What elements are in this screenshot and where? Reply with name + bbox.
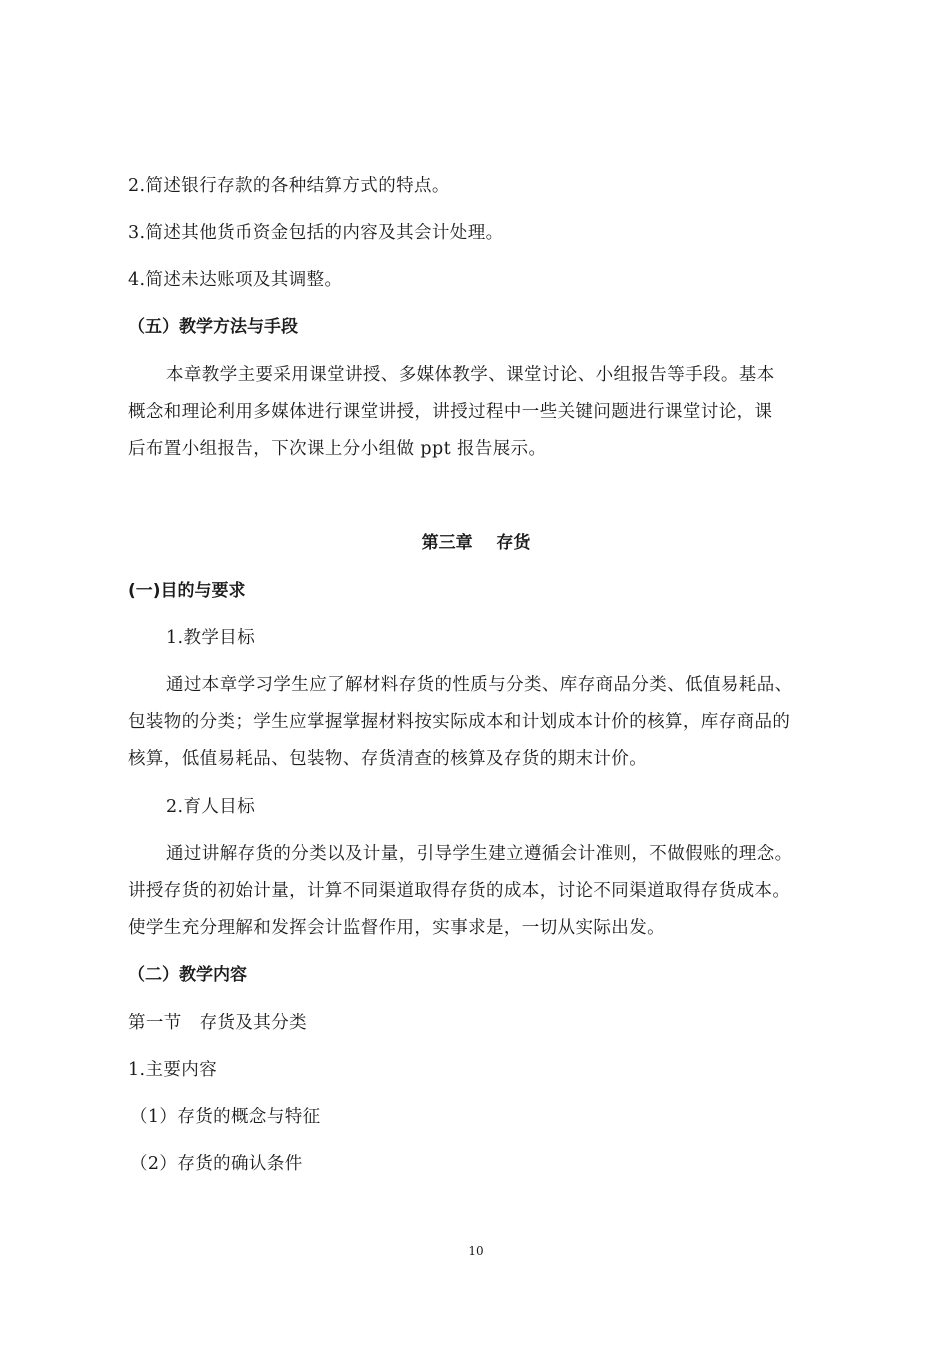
teaching-goal-line-3: 核算，低值易耗品、包装物、存货清查的核算及存货的期末计价。: [128, 749, 648, 769]
section-heading-goals: (一)目的与要求: [128, 581, 246, 601]
page-number: 10: [468, 1244, 484, 1258]
methods-paragraph-line-1: 本章教学主要采用课堂讲授、多媒体教学、课堂讨论、小组报告等手段。基本: [166, 365, 775, 385]
review-question-2: 2.简述银行存款的各种结算方式的特点。: [128, 176, 450, 196]
content-item-2: （2）存货的确认条件: [130, 1154, 303, 1174]
methods-paragraph-line-2: 概念和理论利用多媒体进行课堂讲授，讲授过程中一些关键问题进行课堂讨论，课: [128, 402, 773, 422]
education-goal-line-2: 讲授存货的初始计量，计算不同渠道取得存货的成本，讨论不同渠道取得存货成本。: [128, 881, 791, 901]
education-goal-label: 2.育人目标: [166, 797, 256, 817]
section-heading-methods: （五）教学方法与手段: [128, 317, 298, 337]
teaching-goal-label: 1.教学目标: [166, 628, 256, 648]
education-goal-line-3: 使学生充分理解和发挥会计监督作用，实事求是，一切从实际出发。: [128, 918, 665, 938]
education-goal-line-1: 通过讲解存货的分类以及计量，引导学生建立遵循会计准则，不做假账的理念。: [166, 844, 793, 864]
teaching-goal-line-1: 通过本章学习学生应了解材料存货的性质与分类、库存商品分类、低值易耗品、: [166, 675, 793, 695]
teaching-goal-line-2: 包装物的分类；学生应掌握掌握材料按实际成本和计划成本计价的核算，库存商品的: [128, 712, 791, 732]
review-question-4: 4.简述未达账项及其调整。: [128, 270, 343, 290]
section-heading-content: （二）教学内容: [128, 965, 247, 985]
content-item-1: （1）存货的概念与特征: [130, 1107, 321, 1127]
review-question-3: 3.简述其他货币资金包括的内容及其会计处理。: [128, 223, 504, 243]
subsection-title: 第一节 存货及其分类: [128, 1013, 307, 1033]
main-content-label: 1.主要内容: [128, 1060, 218, 1080]
chapter-title: 第三章 存货: [421, 533, 531, 553]
methods-paragraph-line-3: 后布置小组报告，下次课上分小组做 ppt 报告展示。: [128, 439, 547, 459]
